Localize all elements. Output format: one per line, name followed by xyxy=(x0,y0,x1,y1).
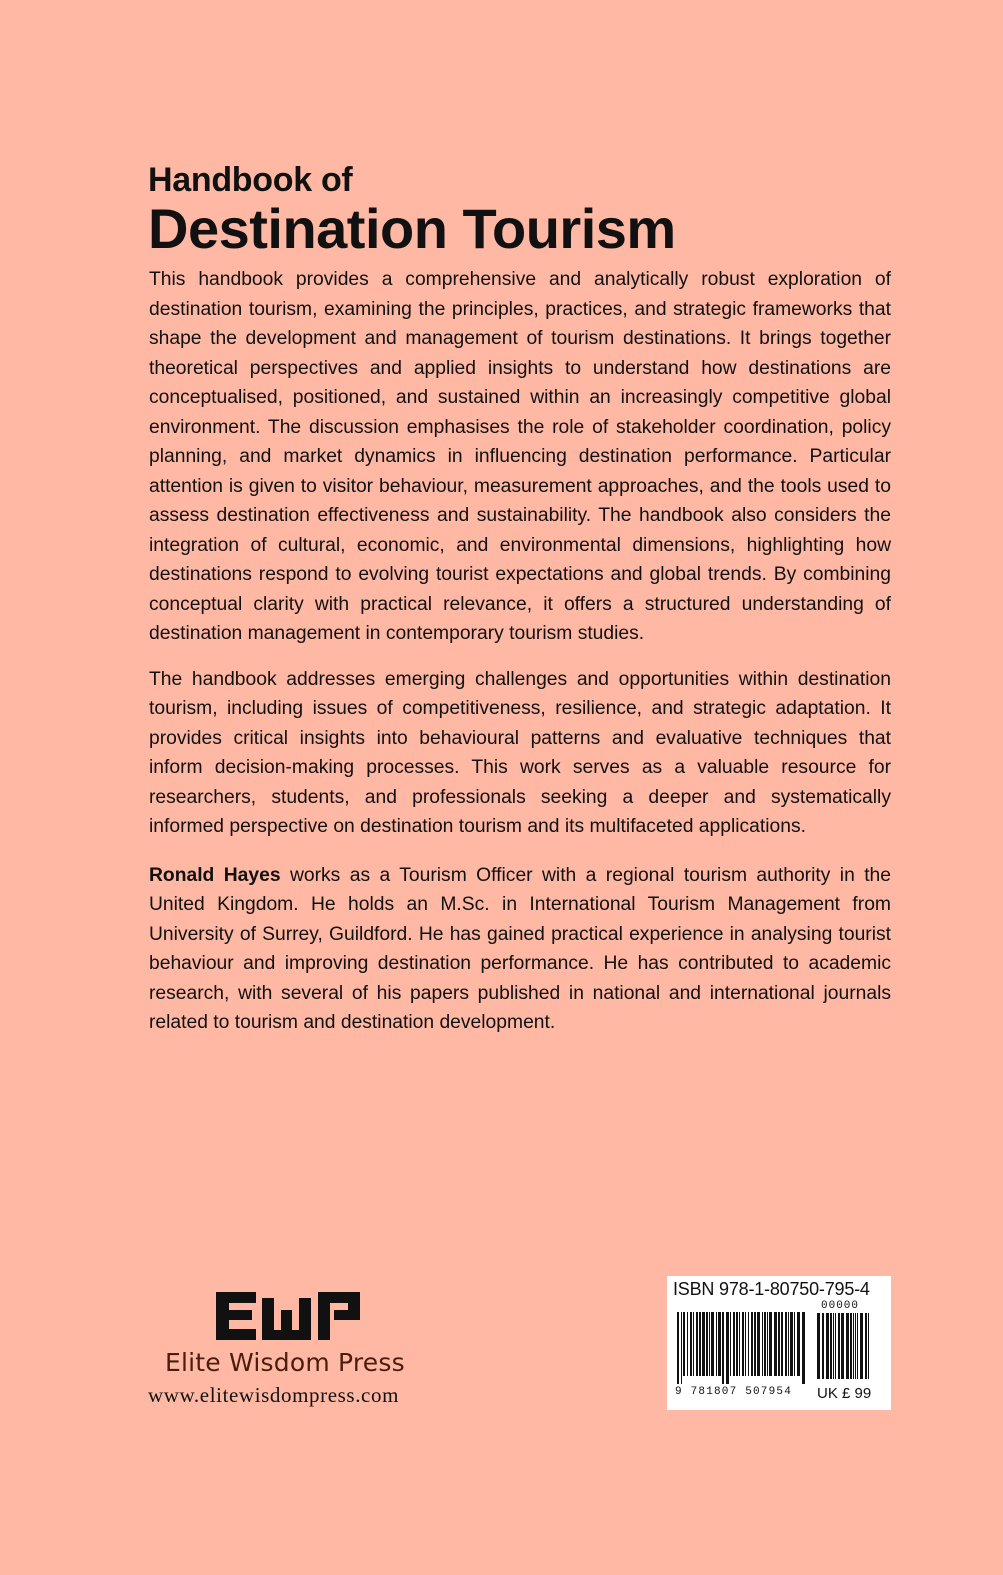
barcode-bar xyxy=(751,1312,753,1376)
price: UK £ 99 xyxy=(817,1385,872,1402)
book-title: Destination Tourism xyxy=(148,197,676,260)
barcode-bar xyxy=(769,1312,772,1376)
barcode-bar xyxy=(767,1312,768,1376)
barcode-bar xyxy=(865,1313,867,1379)
barcode-bar xyxy=(757,1312,760,1376)
barcode-bar xyxy=(868,1313,869,1379)
barcode-bar xyxy=(781,1312,783,1376)
barcode-bar xyxy=(733,1312,735,1376)
ean-digits: 9 781807 507954 xyxy=(675,1386,793,1398)
barcode-bar xyxy=(785,1312,787,1376)
author-bio-text: works as a Tourism Officer with a regional tourism authority in the United Kingdom. He holds an M.Sc. in International Tourism Management from University of Surrey, Guildford. He has gained practical experience in analysing tourist behaviour and improving destination performance. He has contributed to academic research, with several of his papers published in national and international journals related to tourism and destination development. xyxy=(149,864,891,1033)
barcode-bar xyxy=(817,1313,820,1379)
barcode-bar xyxy=(794,1312,795,1376)
barcode-bar xyxy=(726,1312,729,1384)
addon-barcode xyxy=(817,1313,877,1379)
author-bio xyxy=(149,861,891,1038)
barcode-bar xyxy=(696,1312,698,1376)
barcode-bar xyxy=(706,1312,708,1376)
publisher-url: www.elitewisdompress.com xyxy=(148,1383,399,1407)
barcode-bar xyxy=(693,1312,694,1376)
isbn-text: ISBN 978-1-80750-795-4 xyxy=(673,1279,870,1299)
barcode-bar xyxy=(850,1313,852,1379)
barcode-bar xyxy=(778,1312,780,1376)
barcode-bar xyxy=(835,1313,836,1379)
barcode-bar xyxy=(838,1313,840,1379)
barcode-bar xyxy=(739,1312,740,1376)
barcode-bar xyxy=(855,1313,856,1379)
addon-digits: 00000 xyxy=(821,1300,860,1312)
barcode-bar xyxy=(709,1312,710,1376)
barcode-bar xyxy=(774,1312,777,1376)
barcode-bar xyxy=(690,1312,692,1376)
barcode-bar xyxy=(853,1313,854,1379)
barcode-bar xyxy=(699,1312,701,1376)
publisher-logo xyxy=(214,1290,364,1342)
barcode-bar xyxy=(762,1312,763,1376)
publisher-block xyxy=(148,1290,438,1408)
barcode-bar xyxy=(797,1312,800,1376)
barcode-bar xyxy=(736,1312,738,1376)
barcode-label xyxy=(667,1276,891,1410)
blurb xyxy=(149,265,891,1054)
barcode-bar xyxy=(764,1312,766,1376)
publisher-name: Elite Wisdom Press xyxy=(165,1348,405,1377)
barcode-bar xyxy=(681,1312,682,1384)
barcode-bar xyxy=(788,1312,789,1376)
barcode-bar xyxy=(846,1313,849,1379)
barcode-bar xyxy=(754,1312,756,1376)
barcode-bar xyxy=(802,1312,805,1384)
barcode-bar xyxy=(722,1312,724,1384)
author-name: Ronald Hayes xyxy=(149,864,281,886)
barcode-bar xyxy=(683,1312,685,1376)
barcode-bar xyxy=(711,1312,714,1376)
barcode-bar xyxy=(860,1313,863,1379)
barcode-bar xyxy=(730,1312,731,1376)
barcode-bar xyxy=(841,1313,844,1379)
barcode-bar xyxy=(857,1313,858,1379)
barcode-bar xyxy=(822,1313,824,1379)
barcode-bar xyxy=(702,1312,705,1376)
barcode-bar xyxy=(833,1313,834,1379)
barcode-bar xyxy=(745,1312,746,1376)
ean-barcode xyxy=(677,1312,809,1384)
barcode-bar xyxy=(716,1312,717,1376)
barcode-bar xyxy=(826,1313,829,1379)
barcode-bar xyxy=(677,1312,679,1384)
blurb-paragraph-1: This handbook provides a comprehensive and analytically robust exploration of destination tourism, examining the principles, practices, and strategic frameworks that shape the development and management of tourism destinations. It brings together theoretical perspectives and applied insights to understand how destinations are conceptualised, positioned, and sustained within an increasingly competitive global environment. The discussion emphasises the role of stakeholder coordination, policy planning, and market dynamics in influencing destination performance. Particular attention is given to visitor behaviour, measurement approaches, and the tools used to assess destination effectiveness and sustainability. The handbook also considers the integration of cultural, economic, and environmental dimensions, highlighting how destinations respond to evolving tourist expectations and global trends. By combining conceptual clarity with practical relevance, it offers a structured understanding of destination management in contemporary tourism studies. xyxy=(149,269,891,644)
barcode-bar xyxy=(748,1312,749,1376)
barcode-bar xyxy=(687,1312,688,1376)
title-block xyxy=(148,160,676,260)
barcode-bar xyxy=(718,1312,721,1376)
barcode-bar xyxy=(790,1312,793,1376)
barcode-bar xyxy=(830,1313,832,1379)
barcode-bar xyxy=(742,1312,744,1376)
title-line-1: Handbook of xyxy=(148,161,353,199)
blurb-paragraph-2: The handbook addresses emerging challenges and opportunities within destination tourism, including issues of competitiveness, resilience, and strategic adaptation. It provides critical insights into behavioural patterns and evaluative techniques that inform decision-making processes. This work serves as a valuable resource for researchers, students, and professionals seeking a deeper and systematically informed perspective on destination tourism and its multifaceted applications. xyxy=(149,668,891,837)
